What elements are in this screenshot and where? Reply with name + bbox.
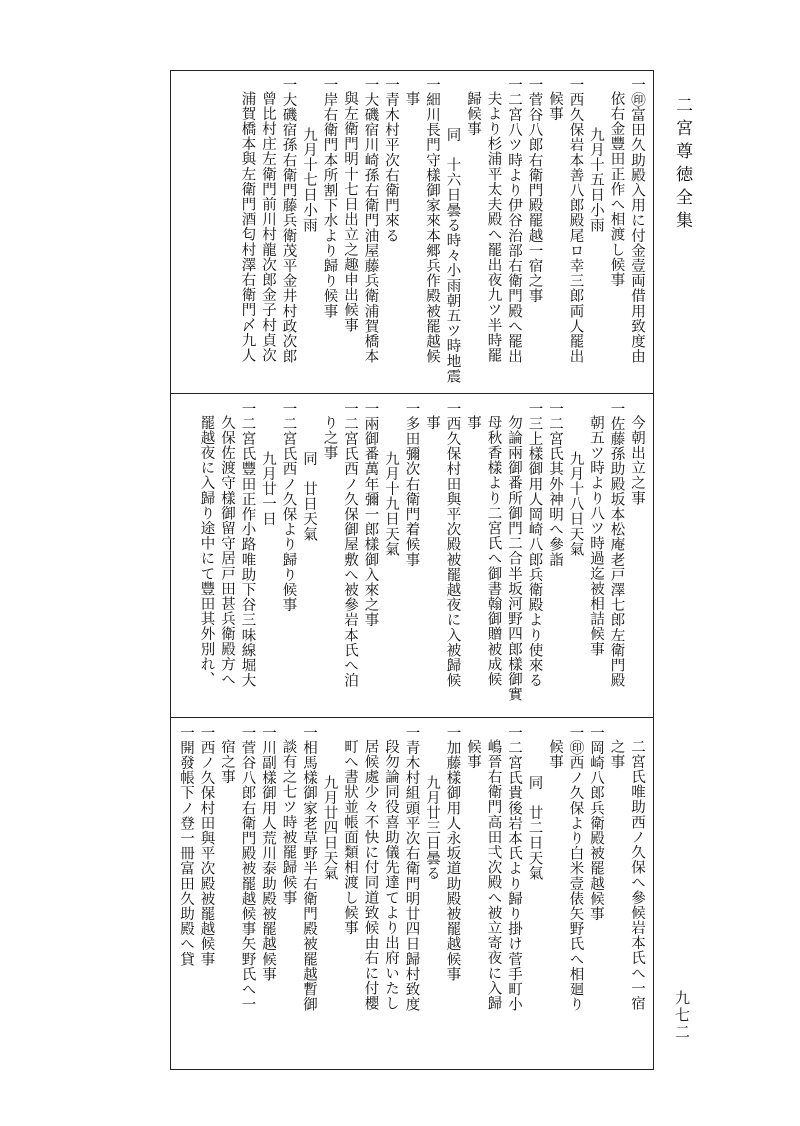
text-column: 一二宮氏豐田正作小路唯助下谷三味線堀大 bbox=[239, 401, 256, 688]
text-column: 九月十九日天氣 bbox=[383, 451, 399, 557]
text-column: 事 bbox=[424, 415, 440, 431]
text-column: 同 廿二日天氣 bbox=[526, 775, 543, 881]
text-column: 母秋香樣より二宮氏へ御書翰御贈被成候 bbox=[485, 415, 502, 687]
text-column: 候事 bbox=[465, 739, 481, 770]
section-top bbox=[177, 77, 647, 389]
text-column: 一菅谷八郎右衛門殿被罷越候事矢野氏へ一 bbox=[239, 725, 256, 1012]
text-column: 一青木村平次右衛門來る bbox=[383, 77, 399, 244]
text-column: 一青木村組頭平次右衛門明廿四日歸村致度 bbox=[403, 725, 420, 1012]
section-text bbox=[177, 77, 647, 389]
text-column: 宿之事 bbox=[219, 739, 235, 785]
text-column: 一二宮氏西ノ久保御屋敷へ被參岩本氏へ泊 bbox=[342, 401, 358, 688]
text-column: 一兩御番萬年彌一郎樣御入來之事 bbox=[362, 401, 379, 628]
text-column: 候事 bbox=[547, 91, 563, 122]
text-column: 一多田彌次右衛門着候事 bbox=[403, 401, 420, 568]
text-column: 九月十七日小雨 bbox=[301, 127, 317, 233]
text-column: 夫より杉浦平太夫殿へ罷出夜九ツ半時罷 bbox=[485, 91, 502, 363]
text-column: 町へ書狀並帳面類相渡し候事 bbox=[342, 739, 358, 936]
text-column: 久保佐渡守樣御留守居戸田甚兵衛殿方へ bbox=[219, 415, 235, 687]
text-column: 候事 bbox=[547, 739, 563, 770]
section-text bbox=[177, 401, 647, 713]
text-column: 九月廿四日天氣 bbox=[321, 775, 338, 881]
text-column: 同 十六日曇る時々小雨朝五ツ時地震 bbox=[444, 127, 461, 384]
text-column: 九月十八日天氣 bbox=[567, 451, 584, 557]
text-column: 同 廿日天氣 bbox=[301, 451, 317, 542]
text-column: 一西久保岩本善八郎殿尾ロ幸三郎両人罷出 bbox=[567, 77, 584, 364]
text-column: 一大磯宿孫右衛門藤兵衛茂平金井村政次郎 bbox=[280, 77, 297, 364]
text-column: 一㊞西ノ久保より白米壹俵矢野氏へ相廻り bbox=[567, 725, 584, 1012]
text-column: り之事 bbox=[321, 415, 338, 461]
text-column: 之事 bbox=[608, 739, 625, 770]
text-column: 段勿論同役喜助儀先達てより出府いたし bbox=[383, 739, 399, 1011]
text-column: 一岸右衛門本所割下水より歸り候事 bbox=[321, 77, 338, 319]
page-header-title: 二宮尊徳全集 bbox=[672, 96, 692, 234]
text-column: 一二宮八ツ時より伊谷治部右衛門殿へ罷出 bbox=[506, 77, 522, 364]
text-column: 事 bbox=[465, 415, 481, 431]
text-column: 九月廿三日曇る bbox=[424, 775, 440, 881]
section-bottom bbox=[177, 725, 647, 1063]
text-column: 浦賀橋本與左衛門酒匂村澤右衛門〆九人 bbox=[239, 91, 256, 363]
text-column: 一二宮氏貴後岩本氏より歸り掛け菅手町小 bbox=[506, 725, 522, 1012]
text-column: 一西久保村田與平次殿被罷越夜に入被歸候 bbox=[444, 401, 461, 688]
text-column: 與左衛門明十七日出立之趣申出候事 bbox=[342, 91, 358, 333]
text-column: 今朝出立之事 bbox=[629, 415, 645, 506]
section-divider bbox=[171, 717, 653, 718]
text-column: 二宮氏唯助西ノ久保へ參候岩本氏へ一宿 bbox=[629, 739, 645, 1011]
text-column: 一菅谷八郎右衛門殿罷越一宿之事 bbox=[526, 77, 543, 304]
text-column: 事 bbox=[403, 91, 420, 107]
text-column: 一川副樣御用人荒川泰助殿被罷越候事 bbox=[260, 725, 276, 982]
text-column: 朝五ツ時より八ツ時過迄被相詰候事 bbox=[588, 415, 604, 657]
text-column: 一岡崎八郎兵衛殿被罷越候事 bbox=[588, 725, 604, 922]
text-column: 談有之七ツ時被罷歸候事 bbox=[280, 739, 297, 906]
section-middle bbox=[177, 401, 647, 713]
text-column: 一細川長門守樣御家來本郷兵作殿被罷越候 bbox=[424, 77, 440, 364]
text-frame bbox=[170, 70, 654, 1070]
text-column: 一大磯宿川崎孫右衛門油屋藤兵衛浦賀橋本 bbox=[362, 77, 379, 364]
text-column: 一西ノ久保村田與平次殿被罷越候事 bbox=[198, 725, 215, 967]
text-column: 九月十五日小雨 bbox=[588, 127, 604, 233]
text-column: 居候處少々不快に付同道致候由右に付櫻 bbox=[362, 739, 379, 1011]
text-column: 一開發帳下ノ登一冊富田久助殿へ貸 bbox=[178, 725, 194, 967]
text-column: 九月廿一日 bbox=[260, 451, 276, 527]
text-column: 曾比村庄左衛門前川村龍次郎金子村貞次 bbox=[260, 91, 276, 363]
text-column: 一二宮氏西ノ久保より歸り候事 bbox=[280, 401, 297, 613]
page-number: 九七二 bbox=[673, 990, 691, 1041]
text-column: 一三上樣御用人岡崎八郎兵衛殿より使來る bbox=[526, 401, 543, 688]
text-column: 罷越夜に入歸り途中にて豐田其外別れ、 bbox=[198, 415, 215, 687]
section-divider bbox=[171, 393, 653, 394]
section-text bbox=[177, 725, 647, 1063]
text-column: 勿論兩御番所御門二合半坂河野四郎樣御實 bbox=[506, 415, 522, 702]
text-column: 一㊞富田久助殿入用に付金壹両借用致度由 bbox=[629, 77, 645, 364]
text-column: 一相馬樣御家老草野半右衛門殿被罷越暫御 bbox=[301, 725, 317, 1012]
text-column: 依右金豐田正作へ相渡し候事 bbox=[608, 91, 625, 288]
text-column: 一二宮氏其外神明へ參詣 bbox=[547, 401, 563, 568]
text-column: 一加藤樣御用人永坂道助殿被罷越候事 bbox=[444, 725, 461, 982]
text-column: 嶋晉右衛門高田弌次殿へ被立寄夜に入歸 bbox=[485, 739, 502, 1011]
text-column: 歸候事 bbox=[465, 91, 481, 137]
text-column: 一佐藤孫助殿坂本松庵老戸澤七郎左衛門殿 bbox=[608, 401, 625, 688]
